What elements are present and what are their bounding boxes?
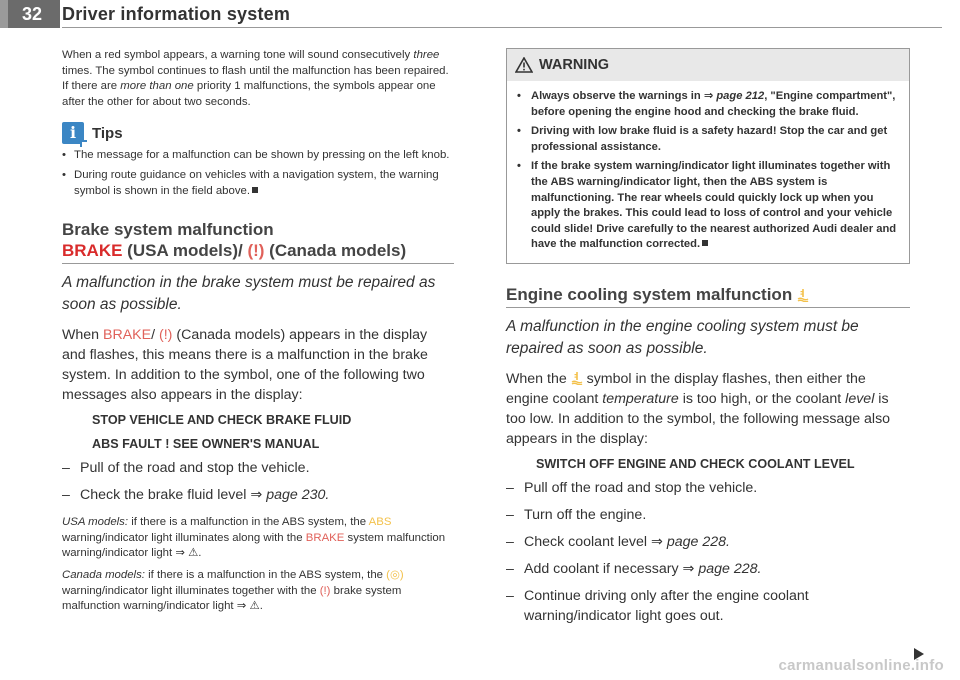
page-ref-link[interactable]: page 228.	[698, 560, 762, 577]
step-item: – Check the brake fluid level ⇒ page 230.	[62, 487, 330, 504]
display-message: STOP VEHICLE AND CHECK BRAKE FLUID	[92, 413, 352, 428]
coolant-icon	[797, 288, 809, 302]
cooling-paragraph: When the symbol in the display flashes, then either the engine coolant temperature is too high, or the coolant level is too low. In addition to the symbol, the following message also appears in the display:	[506, 370, 891, 447]
cooling-lead: A malfunction in the engine cooling system must be repaired as soon as possible.	[506, 317, 859, 357]
right-column	[506, 48, 910, 626]
heading-rule	[62, 263, 454, 264]
section-end-icon	[252, 187, 258, 193]
display-message: ABS FAULT ! SEE OWNER'S MANUAL	[92, 437, 320, 452]
step-item: – Pull off the road and stop the vehicle.	[506, 479, 758, 496]
page-ref-link[interactable]: page 228.	[666, 533, 730, 550]
cooling-heading: Engine cooling system malfunction	[506, 284, 910, 305]
tips-item: • The message for a malfunction can be shown by pressing on the left knob.	[62, 149, 450, 162]
canada-brake-icon: (!)	[247, 241, 265, 261]
tips-label: Tips	[92, 124, 123, 142]
warning-triangle-icon[interactable]: ⚠	[188, 547, 199, 560]
canada-brake-icon: (!)	[159, 327, 173, 344]
brake-lead: A malfunction in the brake system must be repaired as soon as possible.	[62, 274, 436, 314]
page-number: 32	[4, 0, 60, 28]
watermark: carmanualsonline.info	[778, 657, 944, 674]
intro-paragraph: When a red symbol appears, a warning tone will sound consecutively three times. The symbol continues to flash until the malfunction has been repaired. If there are more than one priority 1 malfunctions, the symbols appear one after the other for about two seconds.	[62, 49, 449, 108]
step-item: – Check coolant level ⇒ page 228.	[506, 533, 730, 550]
warning-box	[506, 48, 910, 264]
warning-title: WARNING	[539, 57, 610, 73]
page-ref-arrow-icon: ⇒	[175, 547, 189, 560]
display-message: SWITCH OFF ENGINE AND CHECK COOLANT LEVEL	[536, 456, 855, 471]
heading-rule	[506, 307, 910, 308]
page-ref-link[interactable]: page 230.	[266, 487, 330, 504]
page-header	[0, 0, 960, 32]
abs-icon: (◎)	[386, 568, 404, 581]
step-item: – Pull of the road and stop the vehicle.	[62, 460, 310, 477]
chapter-title: Driver information system	[62, 4, 291, 24]
canada-note: Canada models: if there is a malfunction in the ABS system, the (◎) warning/indicator light illuminates together with the (!) brake system malfunction warning/indicator light ⇒ ⚠.	[62, 568, 404, 613]
step-item: – Turn off the engine.	[506, 506, 647, 523]
canada-brake-icon: (!)	[319, 584, 331, 597]
header-rule	[62, 27, 942, 28]
page-ref-arrow-icon: ⇒	[236, 600, 250, 613]
step-item: – Continue driving only after the engine coolant warning/indicator light goes out.	[506, 587, 809, 624]
page-ref-arrow-icon: ⇒	[250, 487, 267, 504]
usa-note: USA models: if there is a malfunction in the ABS system, the ABS warning/indicator light illuminates along with the BRAKE system malfunction warning/indicator light ⇒ ⚠.	[62, 516, 446, 560]
coolant-icon	[571, 371, 583, 385]
step-item: – Add coolant if necessary ⇒ page 228.	[506, 560, 762, 577]
warning-header	[507, 49, 909, 81]
tips-header	[62, 122, 454, 144]
brake-heading: Brake system malfunction BRAKE (USA models)/ (!) (Canada models)	[62, 220, 407, 261]
section-end-icon	[702, 240, 708, 246]
left-column	[62, 48, 454, 615]
brake-paragraph: When BRAKE/ (!) (Canada models) appears in the display and flashes, this means there is a malfunction in the brake system. In addition to the symbol, one of the following two messages also appears in the display:	[62, 327, 428, 404]
warning-body	[507, 81, 909, 263]
page-ref-arrow-icon: ⇒	[703, 90, 717, 102]
warning-item: • Driving with low brake fluid is a safety hazard! Stop the car and get professional assistance.	[517, 125, 888, 153]
warning-item: • If the brake system warning/indicator light illuminates together with the ABS warning/indicator light, then the ABS system is malfunctioning. The rear wheels could quickly lock up when you apply the brakes. This could lead to loss of control and your vehicle could slide! Drive carefully to the nearest authorized Audi dealer and have the malfunction corrected.	[517, 160, 897, 251]
page-ref-arrow-icon: ⇒	[650, 533, 667, 550]
tips-item: • During route guidance on vehicles with a navigation system, the warning symbol is shown in the field above.	[62, 168, 439, 197]
page-ref-link[interactable]: page 212	[716, 90, 765, 102]
tips-icon: i	[62, 122, 84, 144]
page-ref-arrow-icon: ⇒	[682, 560, 699, 577]
warning-triangle-icon[interactable]: ⚠	[249, 600, 260, 613]
warning-item: • Always observe the warnings in ⇒ page 212, "Engine compartment", before opening the engine hood and checking the brake fluid.	[517, 90, 896, 118]
warning-triangle-icon	[515, 57, 533, 73]
